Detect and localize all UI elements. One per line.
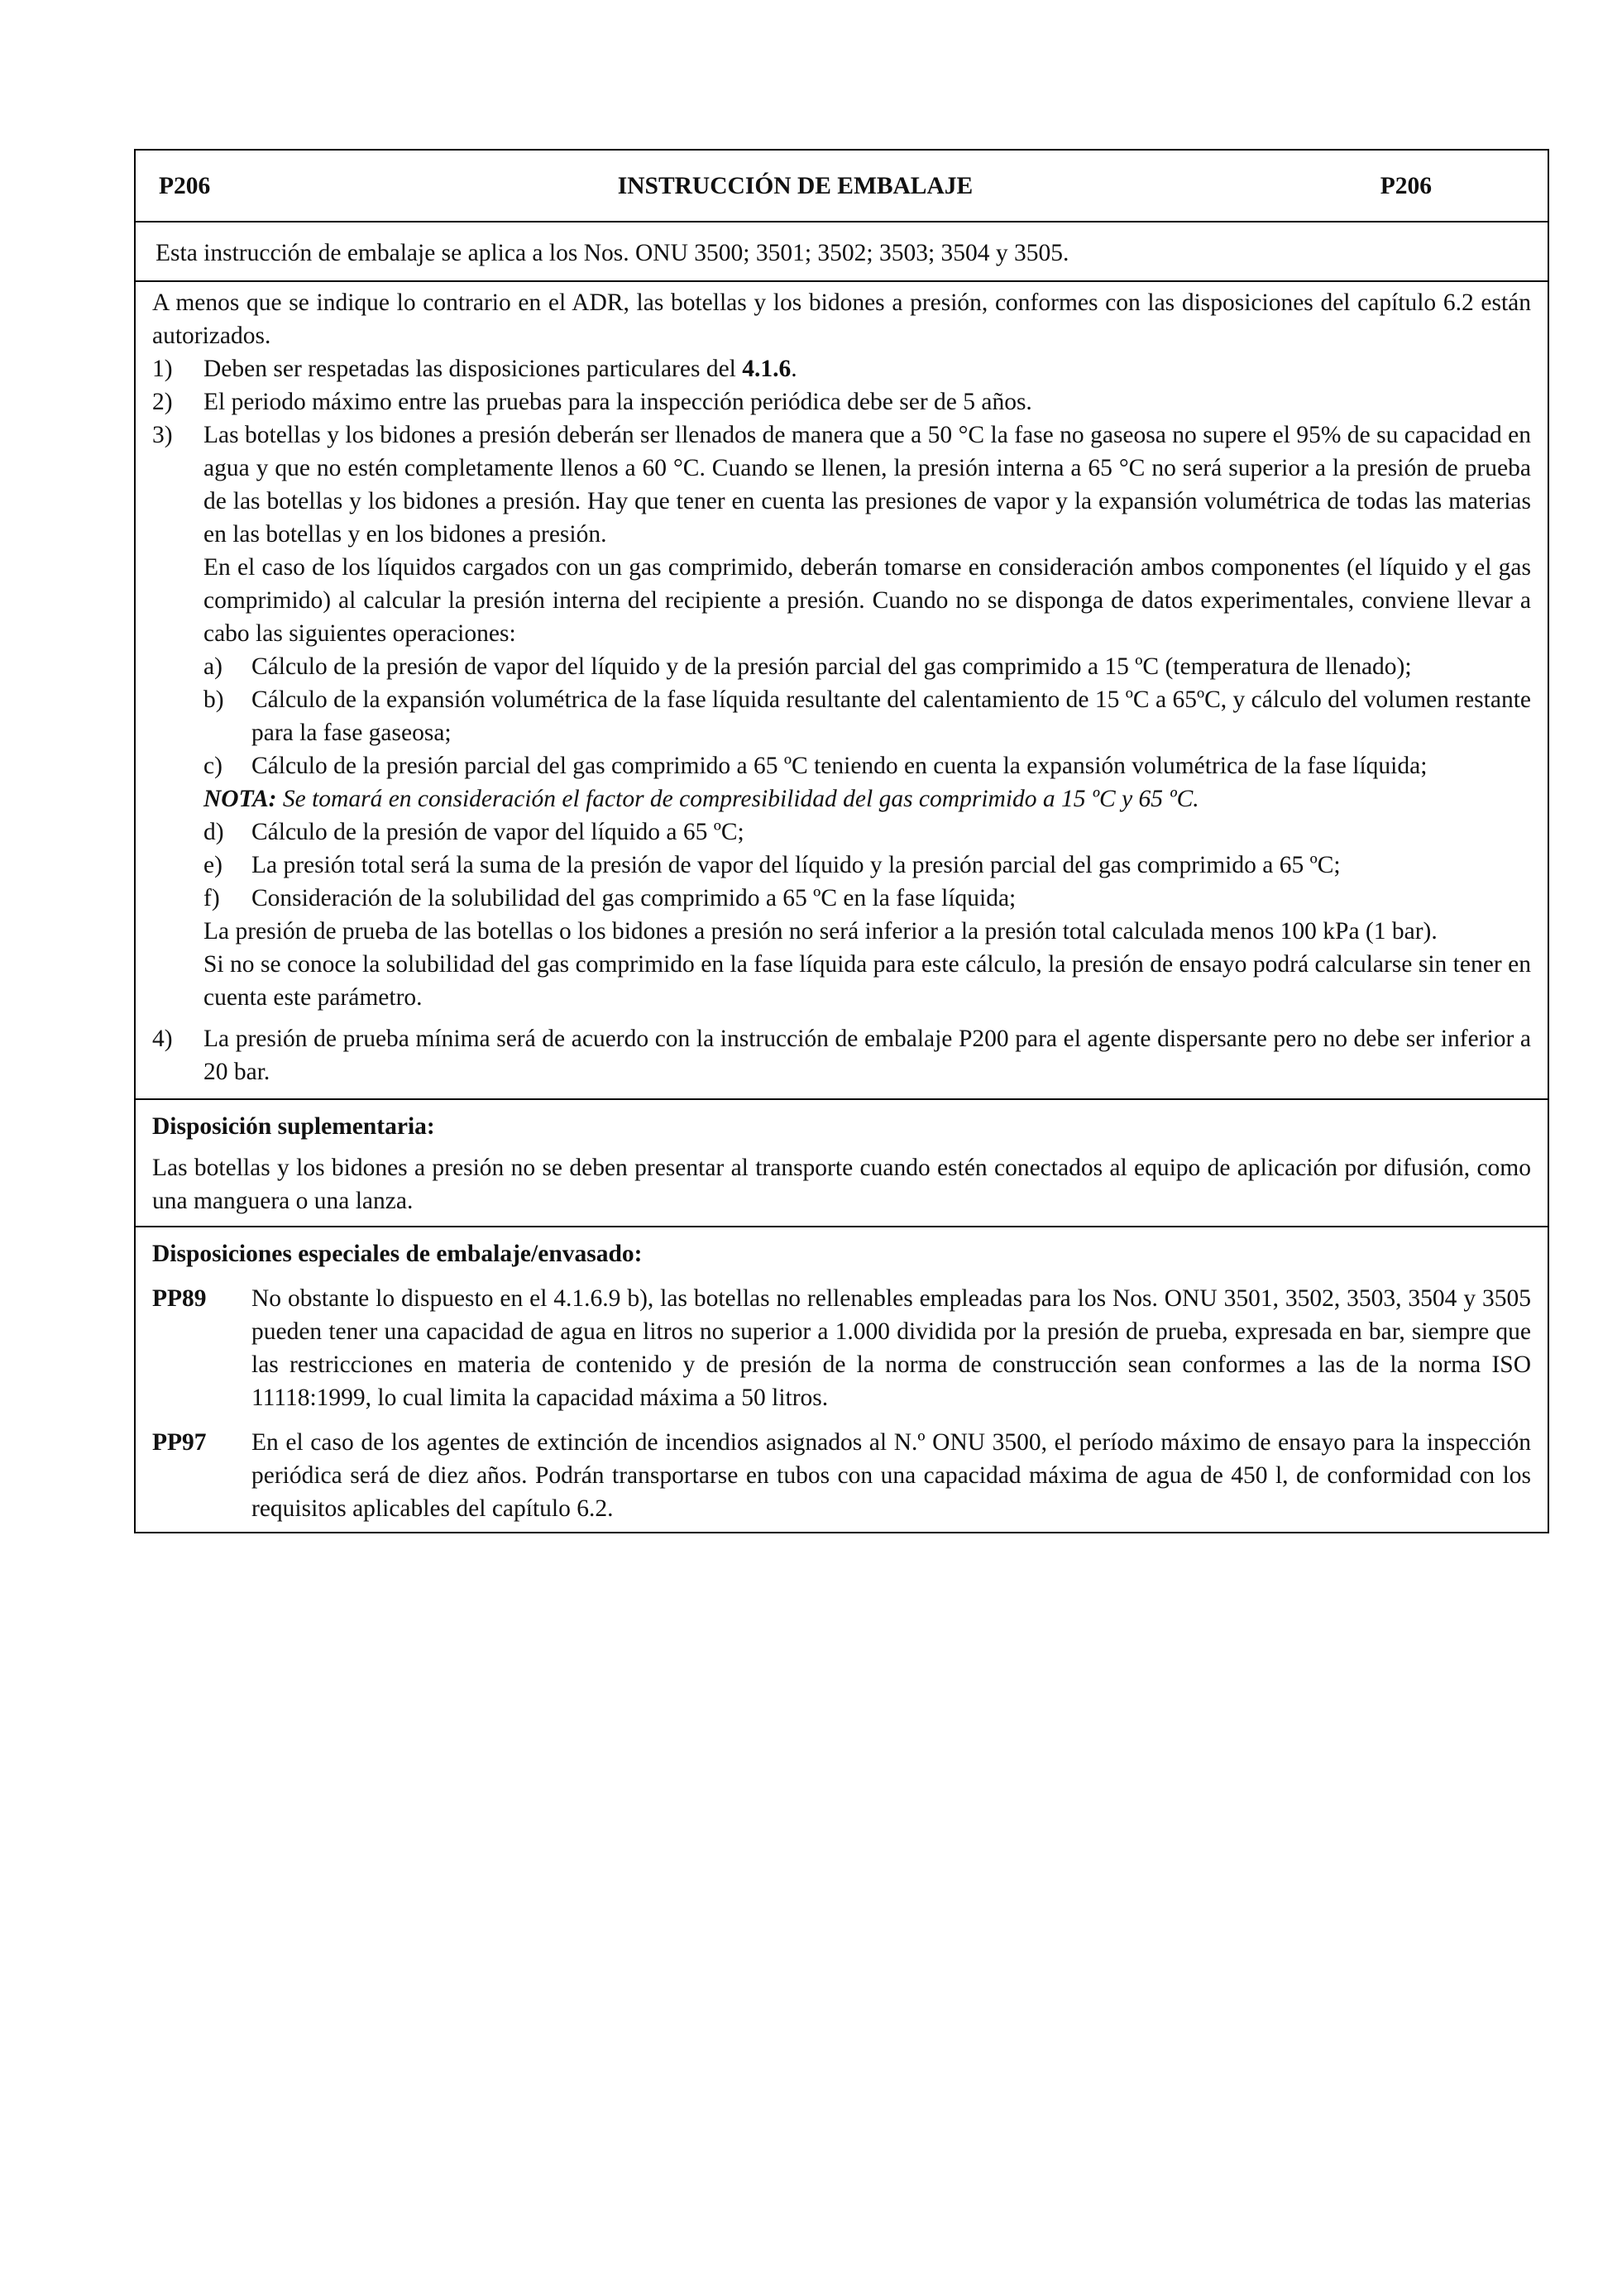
provision-text: En el caso de los agentes de extinción de incendios asignados al N.º ONU 3500, el período máximo de ensayo para la inspección periódica será de diez años. Podrán transportarse en tubos con una capacidad máxima de agua de 450 l, de conformidad con los requisitos aplicables del capítulo 6.2. bbox=[251, 1429, 1531, 1522]
item-body bbox=[203, 419, 1531, 1014]
note bbox=[203, 782, 1531, 816]
item-text: El periodo máximo entre las pruebas para la inspección periódica debe ser de 5 años. bbox=[203, 389, 1032, 415]
list-item-3 bbox=[152, 419, 1531, 1014]
provision-code: PP89 bbox=[152, 1285, 207, 1312]
item-number: 2) bbox=[152, 389, 173, 415]
scope-row bbox=[136, 221, 1548, 280]
note-text: Se tomará en consideración el factor de compresibilidad del gas comprimido a 15 ºC y 65 ºC. bbox=[276, 786, 1199, 812]
sub-item-c: c) Cálculo de la presión parcial del gas comprimido a 65 ºC teniendo en cuenta la expansión volumétrica de la fase líquida; bbox=[203, 753, 1428, 779]
intro-paragraph: A menos que se indique lo contrario en el ADR, las botellas y los bidones a presión, conformes con las disposiciones del capítulo 6.2 están autorizados. bbox=[152, 289, 1531, 349]
item-number: 1) bbox=[152, 356, 173, 382]
list-item-4 bbox=[152, 1022, 1531, 1088]
item-text: Deben ser respetadas las disposiciones particulares del 4.1.6. bbox=[203, 356, 797, 382]
reference-bold: 4.1.6 bbox=[742, 356, 792, 382]
supplementary-heading: Disposición suplementaria: bbox=[152, 1113, 435, 1140]
note-label: NOTA: bbox=[203, 786, 277, 812]
item-number: 4) bbox=[152, 1026, 173, 1052]
sub-item-f: f) Consideración de la solubilidad del gas comprimido a 65 ºC en la fase líquida; bbox=[203, 885, 1017, 911]
scope-text: Esta instrucción de embalaje se aplica a los Nos. ONU 3500; 3501; 3502; 3503; 3504 y 3505. bbox=[156, 240, 1069, 266]
instruction-code-right: P206 bbox=[1380, 173, 1432, 199]
main-provisions bbox=[136, 280, 1548, 1098]
instruction-title: INSTRUCCIÓN DE EMBALAJE bbox=[617, 173, 974, 199]
provision-text: No obstante lo dispuesto en el 4.1.6.9 b), las botellas no rellenables empleadas para los Nos. ONU 3501, 3502, 3503, 3504 y 3505 pueden tener una capacidad de agua en litros no superior a 1.000 dividida por la presión de prueba, expresada en bar, siempre que las restricciones en materia de contenido y de presión de la norma de construcción sean conformes a las de la norma ISO 11118:1999, lo cual limita la capacidad máxima a 50 litros. bbox=[251, 1285, 1531, 1411]
item3-paragraph-2: En el caso de los líquidos cargados con un gas comprimido, deberán tomarse en consideración ambos componentes (el líquido y el gas comprimido) al calcular la presión interna del recipiente a presión. Cuando no se disponga de datos experimentales, conviene llevar a cabo las siguientes operaciones: bbox=[203, 554, 1531, 647]
spacer bbox=[152, 1014, 1531, 1022]
supplementary-text: Las botellas y los bidones a presión no se deben presentar al transporte cuando estén conectados al equipo de aplicación por difusión, como una manguera o una lanza. bbox=[152, 1155, 1531, 1214]
item3-paragraph-3: La presión de prueba de las botellas o los bidones a presión no será inferior a la presión total calculada menos 100 kPa (1 bar). bbox=[203, 918, 1438, 945]
list-item-2 bbox=[152, 385, 1531, 419]
sub-item-b: b) Cálculo de la expansión volumétrica de la fase líquida resultante del calentamiento de 15 ºC a 65ºC, y cálculo del volumen restante para la fase gaseosa; bbox=[203, 686, 1531, 746]
instruction-code-left: P206 bbox=[159, 173, 211, 199]
provision-pp97 bbox=[136, 1426, 1548, 1525]
sub-item-a: a) Cálculo de la presión de vapor del líquido y de la presión parcial del gas comprimido a 15 ºC (temperatura de llenado); bbox=[203, 653, 1412, 680]
provision-code: PP97 bbox=[152, 1429, 207, 1456]
supplementary-section bbox=[136, 1098, 1548, 1226]
item-text: La presión de prueba mínima será de acuerdo con la instrucción de embalaje P200 para el agente dispersante pero no debe ser inferior a 20 bar. bbox=[203, 1026, 1531, 1085]
provision-pp89 bbox=[136, 1282, 1548, 1414]
list-item-1 bbox=[152, 352, 1531, 385]
item3-paragraph-4: Si no se conoce la solubilidad del gas comprimido en la fase líquida para este cálculo, la presión de ensayo podrá calcularse sin tener en cuenta este parámetro. bbox=[203, 951, 1531, 1011]
special-provisions-heading: Disposiciones especiales de embalaje/envasado: bbox=[152, 1241, 643, 1267]
sub-item-d: d) Cálculo de la presión de vapor del líquido a 65 ºC; bbox=[203, 819, 744, 845]
sub-item-e: e) La presión total será la suma de la presión de vapor del líquido y la presión parcial del gas comprimido a 65 ºC; bbox=[203, 852, 1341, 878]
table-header bbox=[136, 151, 1548, 221]
special-provisions-section bbox=[136, 1226, 1548, 1532]
item-number: 3) bbox=[152, 422, 173, 448]
packing-instruction-table bbox=[134, 149, 1549, 1533]
item3-paragraph-1: Las botellas y los bidones a presión deberán ser llenados de manera que a 50 °C la fase no gaseosa no supere el 95% de su capacidad en agua y que no estén completamente llenos a 60 °C. Cuando se llenen, la presión interna a 65 °C no será superior a la presión de prueba de las botellas y los bidones a presión. Hay que tener en cuenta las presiones de vapor y la expansión volumétrica de todas las materias en las botellas y en los bidones a presión. bbox=[203, 422, 1531, 548]
